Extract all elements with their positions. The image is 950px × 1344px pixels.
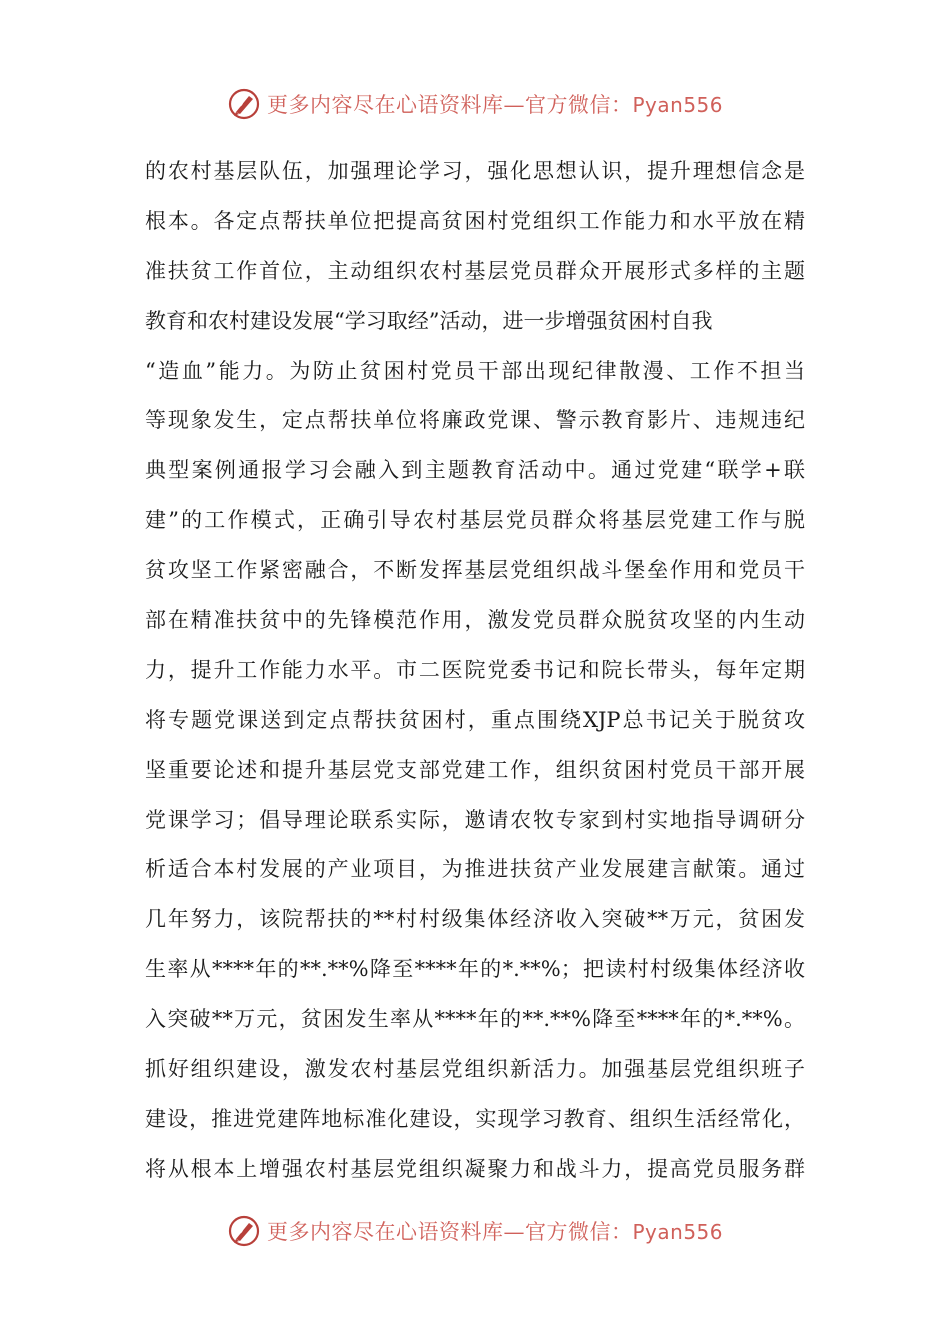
body-line-16: 几年努力，该院帮扶的**村村级集体经济收入突破**万元，贫困发 (145, 907, 805, 932)
pen-nib-seal-icon (227, 87, 261, 121)
body-line-17: 生率从****年的**.**%降至****年的*.**%；把读村村级集体经济收 (145, 957, 805, 982)
header-watermark-id: Pyan556 (632, 93, 723, 117)
body-line-13: 坚重要论述和提升基层党支部党建工作，组织贫困村党员干部开展 (145, 757, 805, 782)
header-watermark-text: 更多内容尽在心语资料库—官方微信：Pyan556 (266, 93, 723, 117)
body-line-6: 等现象发生，定点帮扶单位将廉政党课、警示教育影片、违规违纪 (145, 408, 805, 433)
body-line-11: 力，提升工作能力水平。市二医院党委书记和院长带头，每年定期 (145, 657, 805, 682)
footer-watermark-banner (0, 1211, 950, 1251)
body-line-3: 准扶贫工作首位，主动组织农村基层党员群众开展形式多样的主题 (145, 258, 805, 283)
body-line-4: 教育和农村建设发展“学习取经”活动，进一步增强贫困村自我 (145, 308, 713, 333)
body-line-1: 的农村基层队伍，加强理论学习，强化思想认识，提升理想信念是 (145, 159, 805, 183)
pen-nib-seal-icon (227, 1214, 261, 1248)
body-line-7: 典型案例通报学习会融入到主题教育活动中。通过党建“联学+联 (145, 458, 805, 483)
body-line-9: 贫攻坚工作紧密融合，不断发挥基层党组织战斗堡垒作用和党员干 (145, 558, 805, 583)
body-line-12: 将专题党课送到定点帮扶贫困村，重点围绕XJP总书记关于脱贫攻 (145, 707, 805, 732)
body-line-5: “造血”能力。为防止贫困村党员干部出现纪律散漫、工作不担当 (145, 358, 805, 383)
body-line-20: 建设，推进党建阵地标准化建设，实现学习教育、组织生活经常化， (145, 1106, 805, 1131)
body-line-18: 入突破**万元，贫困发生率从****年的**.**%降至****年的*.**%。 (145, 1007, 805, 1032)
body-line-8: 建”的工作模式，正确引导农村基层党员群众将基层党建工作与脱 (145, 508, 805, 533)
document-body (145, 147, 805, 1195)
footer-watermark-text: 更多内容尽在心语资料库—官方微信：Pyan556 (266, 1220, 723, 1244)
header-watermark-banner (0, 84, 950, 124)
body-line-2: 根本。各定点帮扶单位把提高贫困村党组织工作能力和水平放在精 (145, 208, 805, 233)
body-line-21: 将从根本上增强农村基层党组织凝聚力和战斗力，提高党员服务群 (145, 1156, 805, 1181)
footer-watermark-id: Pyan556 (632, 1220, 723, 1244)
body-line-15: 析适合本村发展的产业项目，为推进扶贫产业发展建言献策。通过 (145, 857, 805, 882)
body-line-10: 部在精准扶贫中的先锋模范作用，激发党员群众脱贫攻坚的内生动 (145, 608, 805, 633)
body-line-14: 党课学习；倡导理论联系实际，邀请农牧专家到村实地指导调研分 (145, 807, 805, 832)
body-line-19: 抓好组织建设，激发农村基层党组织新活力。加强基层党组织班子 (145, 1057, 805, 1082)
